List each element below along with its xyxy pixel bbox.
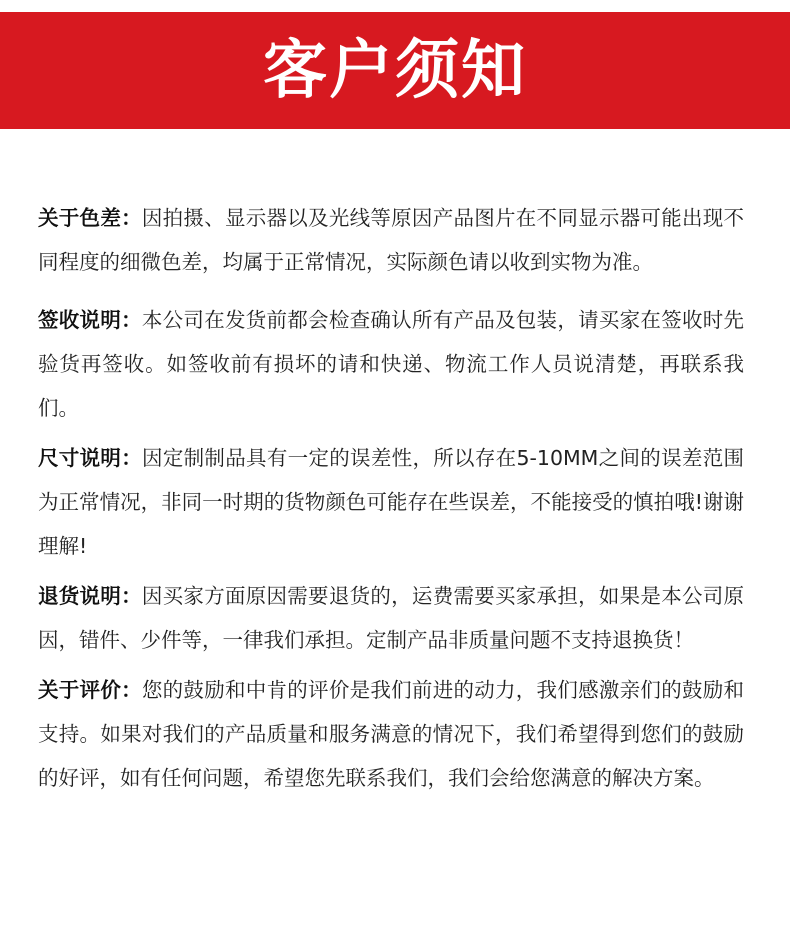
- notice-text: 您的鼓励和中肯的评价是我们前进的动力，我们感激亲们的鼓励和支持。如果对我们的产品质量和服务满意的情况下，我们希望得到您们的鼓励的好评，如有任何问题，希望您先联系我们，我们会给您满意的解决方案。: [38, 678, 745, 790]
- notice-review: [38, 668, 744, 800]
- notice-text: 因拍摄、显示器以及光线等原因产品图片在不同显示器可能出现不同程度的细微色差，均属于正常情况，实际颜色请以收到实物为准。: [38, 206, 745, 274]
- notice-label: 关于色差：: [38, 206, 142, 230]
- header-banner: [0, 12, 790, 129]
- notice-color-difference: [38, 196, 744, 284]
- notice-return: [38, 574, 744, 662]
- notice-text: 因定制制品具有一定的误差性，所以存在5-10MM之间的误差范围为正常情况，非同一时期的货物颜色可能存在些误差，不能接受的慎拍哦!谢谢理解!: [38, 446, 744, 558]
- notice-size: [38, 436, 744, 568]
- page-title: 客户须知: [263, 33, 527, 108]
- notice-receipt: [38, 298, 744, 430]
- notice-label: 退货说明：: [38, 584, 142, 608]
- notice-label: 签收说明：: [38, 308, 142, 332]
- notice-text: 因买家方面原因需要退货的，运费需要买家承担，如果是本公司原因，错件、少件等，一律我们承担。定制产品非质量问题不支持退换货！: [38, 584, 745, 652]
- notice-label: 关于评价：: [38, 678, 142, 702]
- notice-label: 尺寸说明：: [38, 446, 143, 470]
- notice-text: 本公司在发货前都会检查确认所有产品及包装，请买家在签收时先验货再签收。如签收前有损坏的请和快递、物流工作人员说清楚，再联系我们。: [38, 308, 745, 420]
- notice-list: [38, 196, 744, 806]
